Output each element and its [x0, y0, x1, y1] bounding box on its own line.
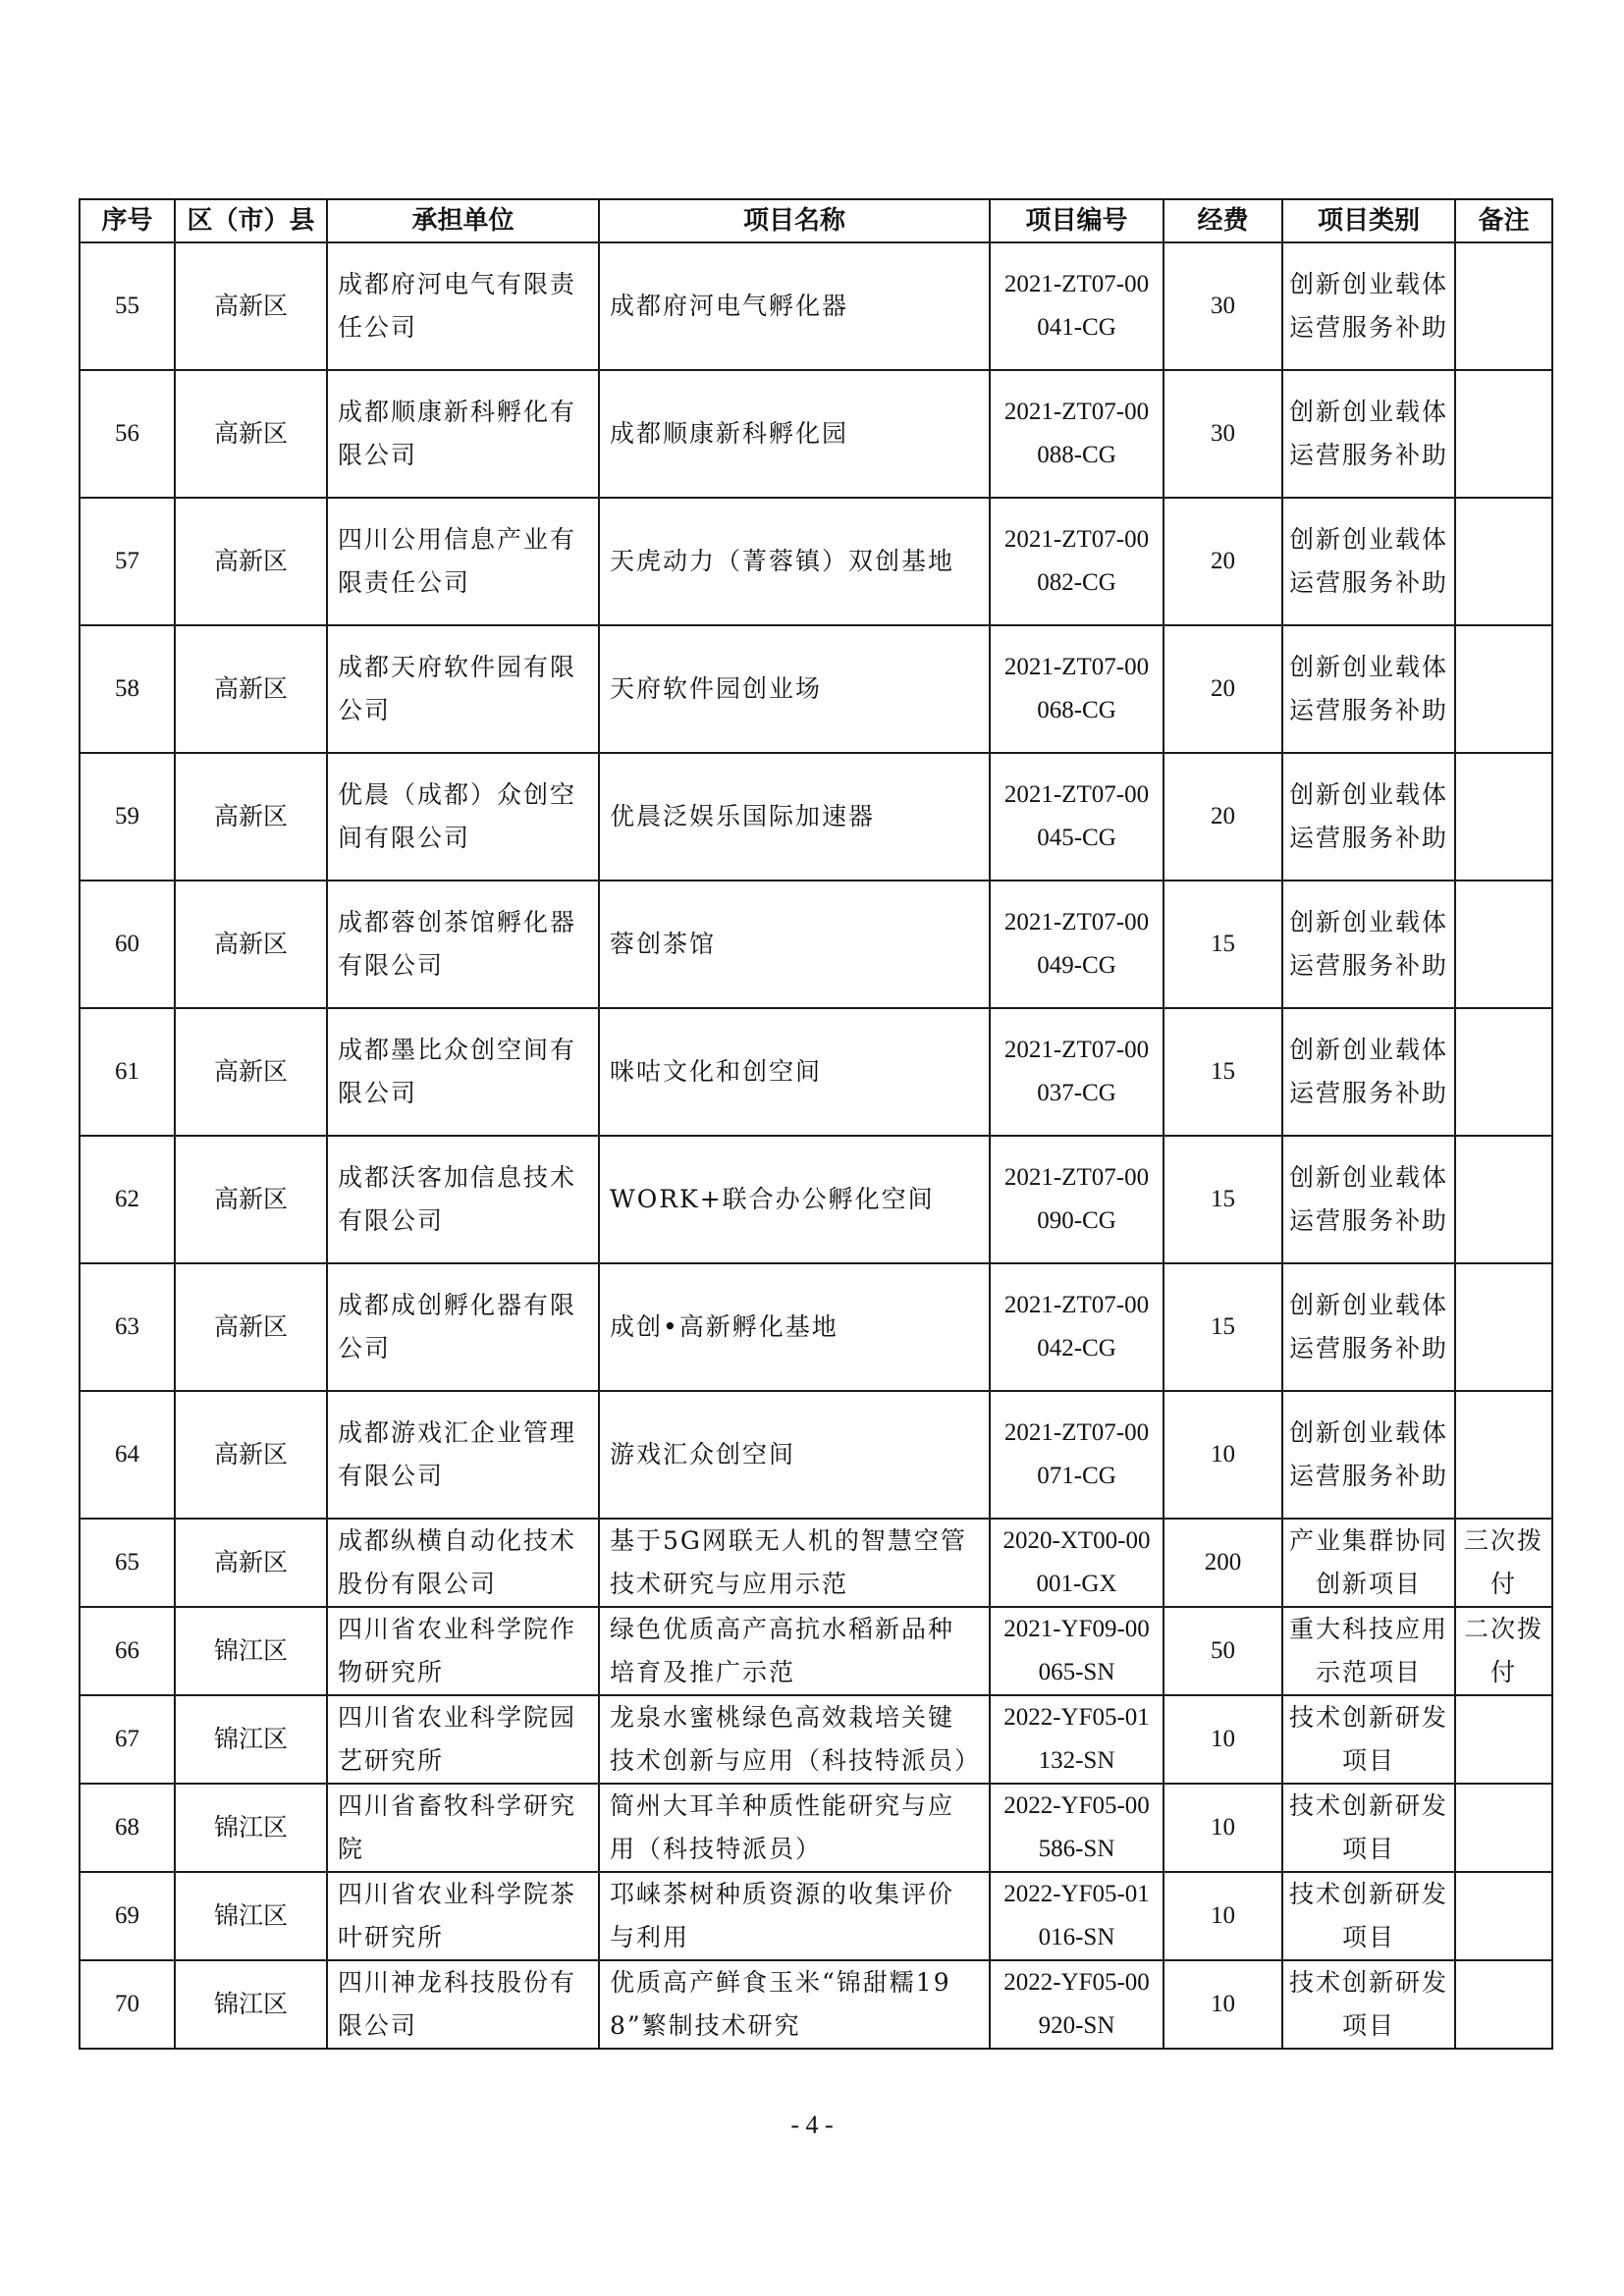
cell-category: 产业集群协同创新项目 — [1282, 1519, 1455, 1607]
cell-funds: 15 — [1164, 881, 1282, 1008]
cell-unit: 成都蓉创茶馆孵化器有限公司 — [327, 881, 599, 1008]
cell-funds: 15 — [1164, 1263, 1282, 1391]
cell-project-code: 2022-YF05-00586-SN — [990, 1784, 1164, 1872]
cell-funds: 10 — [1164, 1391, 1282, 1519]
table-row — [80, 498, 1552, 625]
cell-funds: 10 — [1164, 1872, 1282, 1960]
cell-project-name: 基于5G网联无人机的智慧空管技术研究与应用示范 — [599, 1519, 990, 1607]
cell-note — [1455, 881, 1552, 1008]
cell-seq: 60 — [80, 881, 175, 1008]
cell-unit: 成都游戏汇企业管理有限公司 — [327, 1391, 599, 1519]
cell-district: 高新区 — [175, 1263, 327, 1391]
cell-district: 高新区 — [175, 753, 327, 881]
cell-note — [1455, 753, 1552, 881]
cell-district: 锦江区 — [175, 1960, 327, 2049]
cell-project-code: 2021-ZT07-00042-CG — [990, 1263, 1164, 1391]
header-project-name: 项目名称 — [599, 199, 990, 242]
table-row — [80, 1008, 1552, 1136]
header-funds: 经费 — [1164, 199, 1282, 242]
cell-project-name: 优晨泛娱乐国际加速器 — [599, 753, 990, 881]
table-row — [80, 370, 1552, 498]
cell-category: 重大科技应用示范项目 — [1282, 1607, 1455, 1695]
cell-district: 高新区 — [175, 242, 327, 370]
table-row — [80, 1960, 1552, 2049]
cell-seq: 58 — [80, 625, 175, 753]
table-row — [80, 242, 1552, 370]
cell-seq: 63 — [80, 1263, 175, 1391]
cell-funds: 30 — [1164, 370, 1282, 498]
header-seq: 序号 — [80, 199, 175, 242]
cell-seq: 66 — [80, 1607, 175, 1695]
cell-project-code: 2021-ZT07-00071-CG — [990, 1391, 1164, 1519]
cell-district: 高新区 — [175, 370, 327, 498]
cell-category: 创新创业载体运营服务补助 — [1282, 753, 1455, 881]
cell-project-name: 成都顺康新科孵化园 — [599, 370, 990, 498]
cell-project-name: 成都府河电气孵化器 — [599, 242, 990, 370]
cell-unit: 成都成创孵化器有限公司 — [327, 1263, 599, 1391]
cell-funds: 30 — [1164, 242, 1282, 370]
cell-project-code: 2021-ZT07-00082-CG — [990, 498, 1164, 625]
cell-category: 创新创业载体运营服务补助 — [1282, 1263, 1455, 1391]
cell-note — [1455, 1008, 1552, 1136]
cell-district: 高新区 — [175, 1136, 327, 1263]
cell-note — [1455, 498, 1552, 625]
table-row — [80, 1784, 1552, 1872]
cell-category: 创新创业载体运营服务补助 — [1282, 370, 1455, 498]
header-note: 备注 — [1455, 199, 1552, 242]
cell-funds: 15 — [1164, 1008, 1282, 1136]
cell-seq: 56 — [80, 370, 175, 498]
cell-seq: 65 — [80, 1519, 175, 1607]
cell-note — [1455, 1695, 1552, 1784]
cell-district: 锦江区 — [175, 1872, 327, 1960]
cell-district: 高新区 — [175, 498, 327, 625]
cell-district: 高新区 — [175, 1391, 327, 1519]
cell-project-code: 2021-ZT07-00041-CG — [990, 242, 1164, 370]
cell-note — [1455, 1960, 1552, 2049]
cell-district: 高新区 — [175, 1008, 327, 1136]
cell-project-name: 天府软件园创业场 — [599, 625, 990, 753]
cell-district: 锦江区 — [175, 1607, 327, 1695]
table-row — [80, 753, 1552, 881]
cell-funds: 15 — [1164, 1136, 1282, 1263]
cell-category: 创新创业载体运营服务补助 — [1282, 881, 1455, 1008]
cell-seq: 61 — [80, 1008, 175, 1136]
cell-project-code: 2021-ZT07-00045-CG — [990, 753, 1164, 881]
table-row — [80, 1607, 1552, 1695]
cell-category: 技术创新研发项目 — [1282, 1695, 1455, 1784]
cell-project-name: 蓉创茶馆 — [599, 881, 990, 1008]
cell-category: 技术创新研发项目 — [1282, 1784, 1455, 1872]
cell-district: 高新区 — [175, 881, 327, 1008]
cell-seq: 68 — [80, 1784, 175, 1872]
cell-district: 锦江区 — [175, 1784, 327, 1872]
cell-project-name: 邛崃茶树种质资源的收集评价与利用 — [599, 1872, 990, 1960]
cell-seq: 70 — [80, 1960, 175, 2049]
cell-unit: 成都纵横自动化技术股份有限公司 — [327, 1519, 599, 1607]
table-row — [80, 1695, 1552, 1784]
table-row — [80, 881, 1552, 1008]
cell-note — [1455, 1136, 1552, 1263]
cell-unit: 四川公用信息产业有限责任公司 — [327, 498, 599, 625]
cell-project-name: 优质高产鲜食玉米“锦甜糯198”繁制技术研究 — [599, 1960, 990, 2049]
cell-project-name: WORK+联合办公孵化空间 — [599, 1136, 990, 1263]
cell-project-code: 2021-ZT07-00068-CG — [990, 625, 1164, 753]
cell-seq: 62 — [80, 1136, 175, 1263]
page-number: - 4 - — [790, 2110, 834, 2139]
cell-unit: 四川省农业科学院园艺研究所 — [327, 1695, 599, 1784]
cell-note — [1455, 1391, 1552, 1519]
cell-project-name: 天虎动力（菁蓉镇）双创基地 — [599, 498, 990, 625]
cell-funds: 200 — [1164, 1519, 1282, 1607]
cell-project-code: 2021-YF09-00065-SN — [990, 1607, 1164, 1695]
cell-project-name: 龙泉水蜜桃绿色高效栽培关键技术创新与应用（科技特派员） — [599, 1695, 990, 1784]
cell-district: 高新区 — [175, 1519, 327, 1607]
table-row — [80, 1519, 1552, 1607]
cell-funds: 20 — [1164, 625, 1282, 753]
cell-unit: 成都沃客加信息技术有限公司 — [327, 1136, 599, 1263]
cell-seq: 64 — [80, 1391, 175, 1519]
cell-seq: 67 — [80, 1695, 175, 1784]
cell-note: 三次拨付 — [1455, 1519, 1552, 1607]
cell-project-name: 游戏汇众创空间 — [599, 1391, 990, 1519]
cell-project-code: 2022-YF05-00920-SN — [990, 1960, 1164, 2049]
project-table — [79, 198, 1553, 2050]
cell-category: 创新创业载体运营服务补助 — [1282, 1136, 1455, 1263]
cell-category: 创新创业载体运营服务补助 — [1282, 498, 1455, 625]
cell-note — [1455, 1872, 1552, 1960]
cell-funds: 10 — [1164, 1960, 1282, 2049]
cell-seq: 59 — [80, 753, 175, 881]
cell-unit: 成都顺康新科孵化有限公司 — [327, 370, 599, 498]
cell-funds: 10 — [1164, 1695, 1282, 1784]
cell-project-code: 2021-ZT07-00037-CG — [990, 1008, 1164, 1136]
cell-project-code: 2020-XT00-00001-GX — [990, 1519, 1164, 1607]
cell-funds: 50 — [1164, 1607, 1282, 1695]
cell-district: 锦江区 — [175, 1695, 327, 1784]
table-row — [80, 1263, 1552, 1391]
cell-funds: 20 — [1164, 498, 1282, 625]
cell-project-name: 绿色优质高产高抗水稻新品种培育及推广示范 — [599, 1607, 990, 1695]
header-unit: 承担单位 — [327, 199, 599, 242]
cell-unit: 四川省畜牧科学研究院 — [327, 1784, 599, 1872]
cell-note — [1455, 1263, 1552, 1391]
header-project-code: 项目编号 — [990, 199, 1164, 242]
cell-funds: 10 — [1164, 1784, 1282, 1872]
cell-category: 技术创新研发项目 — [1282, 1872, 1455, 1960]
cell-note — [1455, 1784, 1552, 1872]
cell-district: 高新区 — [175, 625, 327, 753]
cell-category: 创新创业载体运营服务补助 — [1282, 625, 1455, 753]
cell-project-code: 2021-ZT07-00088-CG — [990, 370, 1164, 498]
header-district: 区（市）县 — [175, 199, 327, 242]
cell-category: 创新创业载体运营服务补助 — [1282, 242, 1455, 370]
cell-seq: 57 — [80, 498, 175, 625]
cell-project-code: 2022-YF05-01016-SN — [990, 1872, 1164, 1960]
cell-unit: 四川省农业科学院作物研究所 — [327, 1607, 599, 1695]
table-row — [80, 1391, 1552, 1519]
cell-note — [1455, 625, 1552, 753]
cell-project-code: 2022-YF05-01132-SN — [990, 1695, 1164, 1784]
cell-seq: 69 — [80, 1872, 175, 1960]
cell-unit: 四川省农业科学院茶叶研究所 — [327, 1872, 599, 1960]
cell-unit: 成都天府软件园有限公司 — [327, 625, 599, 753]
cell-note: 二次拨付 — [1455, 1607, 1552, 1695]
cell-category: 创新创业载体运营服务补助 — [1282, 1008, 1455, 1136]
cell-project-code: 2021-ZT07-00090-CG — [990, 1136, 1164, 1263]
cell-unit: 成都府河电气有限责任公司 — [327, 242, 599, 370]
cell-note — [1455, 370, 1552, 498]
cell-project-name: 简州大耳羊种质性能研究与应用（科技特派员） — [599, 1784, 990, 1872]
table-header-row — [80, 199, 1552, 242]
cell-unit: 四川神龙科技股份有限公司 — [327, 1960, 599, 2049]
cell-project-name: 咪咕文化和创空间 — [599, 1008, 990, 1136]
cell-note — [1455, 242, 1552, 370]
cell-category: 创新创业载体运营服务补助 — [1282, 1391, 1455, 1519]
cell-unit: 成都墨比众创空间有限公司 — [327, 1008, 599, 1136]
cell-category: 技术创新研发项目 — [1282, 1960, 1455, 2049]
cell-seq: 55 — [80, 242, 175, 370]
table-row — [80, 1872, 1552, 1960]
header-category: 项目类别 — [1282, 199, 1455, 242]
cell-project-name: 成创•高新孵化基地 — [599, 1263, 990, 1391]
cell-project-code: 2021-ZT07-00049-CG — [990, 881, 1164, 1008]
cell-funds: 20 — [1164, 753, 1282, 881]
table-row — [80, 625, 1552, 753]
table-row — [80, 1136, 1552, 1263]
cell-unit: 优晨（成都）众创空间有限公司 — [327, 753, 599, 881]
